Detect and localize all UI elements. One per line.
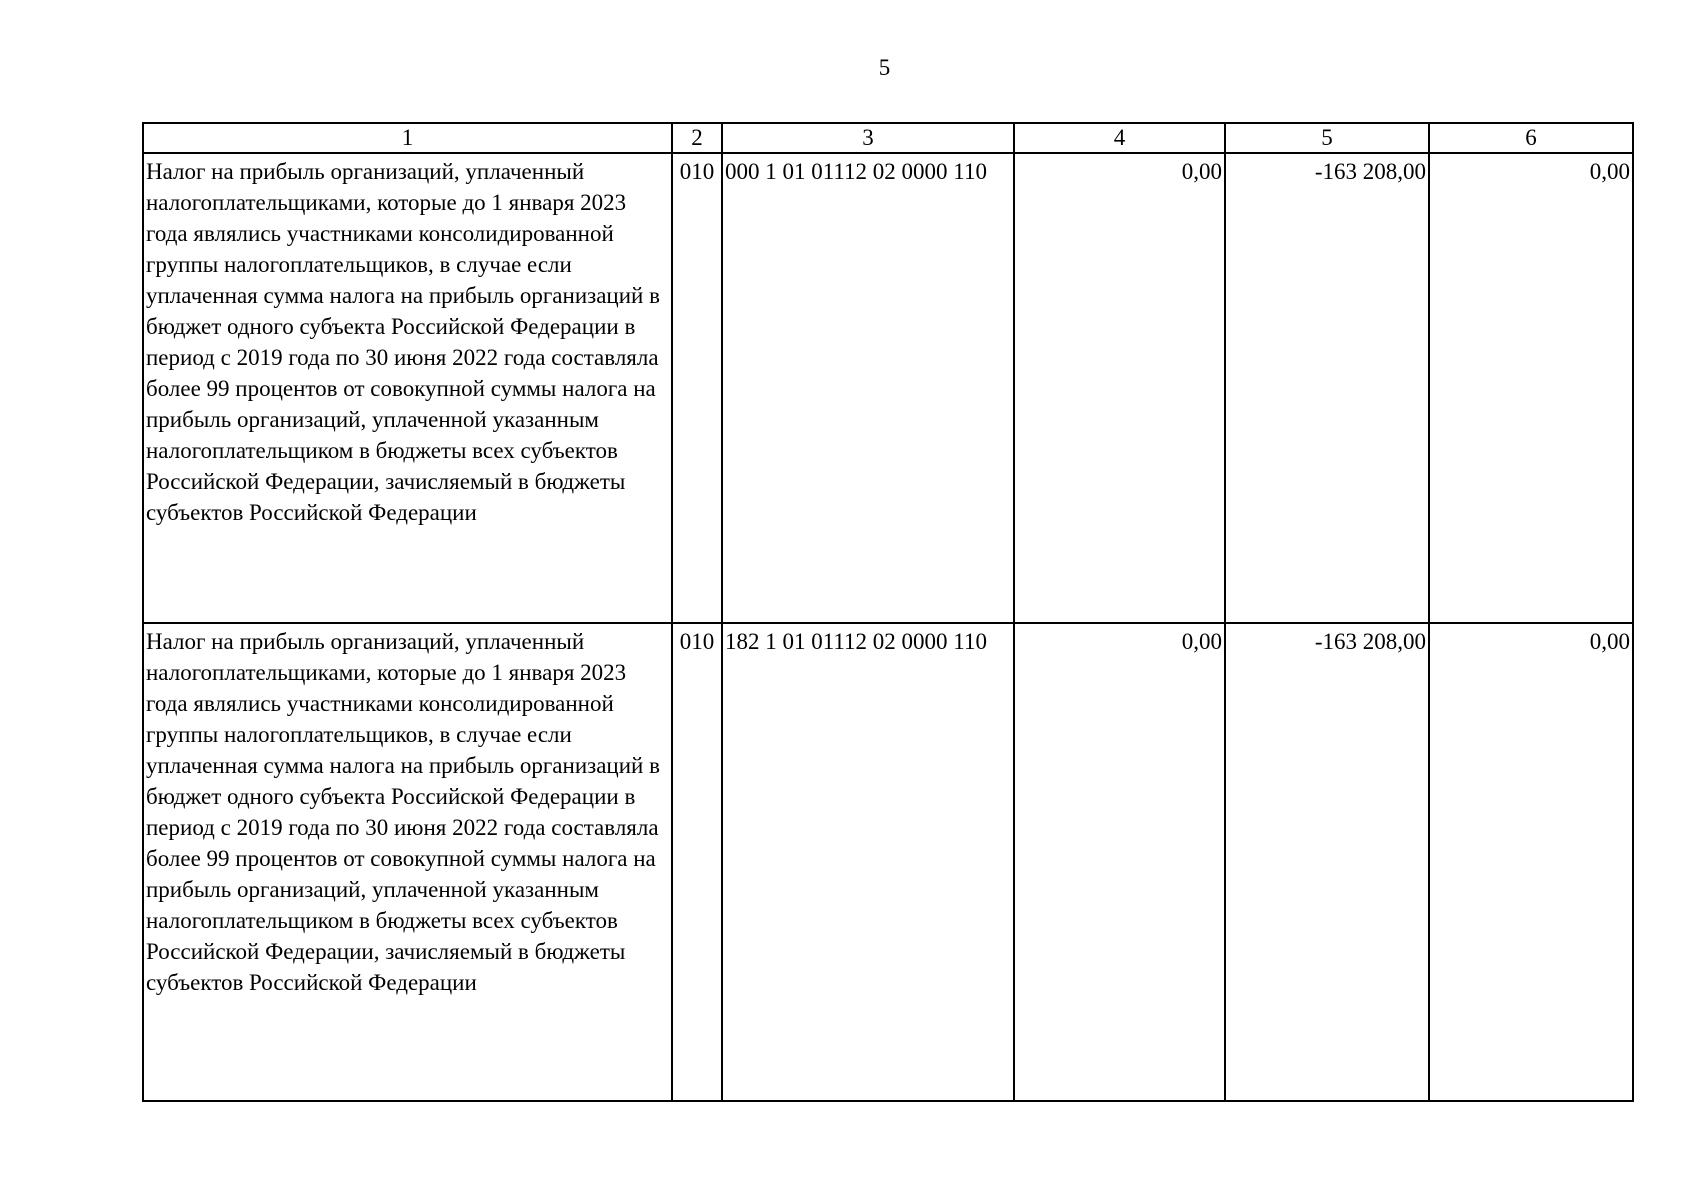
row-value-col4: 0,00 (1014, 623, 1225, 1101)
row-description: Налог на прибыль организаций, уплаченный налогоплательщиками, которые до 1 января 2023 года являлись участниками консолидированной группы налогоплательщиков, в случае если уплаченная сумма налога на прибыль организаций в бюджет одного субъекта Российской Федерации в период с 2019 года по 30 июня 2022 года составляла более 99 процентов от совокупной суммы налога на прибыль организаций, уплаченной указанным налогоплательщиком в бюджеты всех субъектов Российской Федерации, зачисляемый в бюджеты субъектов Российской Федерации (143, 623, 672, 1101)
column-header-1: 1 (143, 123, 672, 153)
table-row (143, 623, 1633, 1101)
column-header-6: 6 (1429, 123, 1633, 153)
row-line-code: 010 (672, 623, 722, 1101)
column-header-4: 4 (1014, 123, 1225, 153)
column-header-3: 3 (722, 123, 1014, 153)
table-header-row (143, 123, 1633, 153)
table-row (143, 153, 1633, 623)
row-line-code: 010 (672, 153, 722, 623)
row-value-col4: 0,00 (1014, 153, 1225, 623)
row-classification-code: 182 1 01 01112 02 0000 110 (722, 623, 1014, 1101)
page-number: 5 (878, 55, 891, 80)
row-value-col6: 0,00 (1429, 623, 1633, 1101)
row-value-col5: -163 208,00 (1225, 153, 1429, 623)
row-classification-code: 000 1 01 01112 02 0000 110 (722, 153, 1014, 623)
row-value-col5: -163 208,00 (1225, 623, 1429, 1101)
column-header-5: 5 (1225, 123, 1429, 153)
budget-table (142, 122, 1634, 1102)
column-header-2: 2 (672, 123, 722, 153)
row-value-col6: 0,00 (1429, 153, 1633, 623)
row-description: Налог на прибыль организаций, уплаченный налогоплательщиками, которые до 1 января 2023 года являлись участниками консолидированной группы налогоплательщиков, в случае если уплаченная сумма налога на прибыль организаций в бюджет одного субъекта Российской Федерации в период с 2019 года по 30 июня 2022 года составляла более 99 процентов от совокупной суммы налога на прибыль организаций, уплаченной указанным налогоплательщиком в бюджеты всех субъектов Российской Федерации, зачисляемый в бюджеты субъектов Российской Федерации (143, 153, 672, 623)
